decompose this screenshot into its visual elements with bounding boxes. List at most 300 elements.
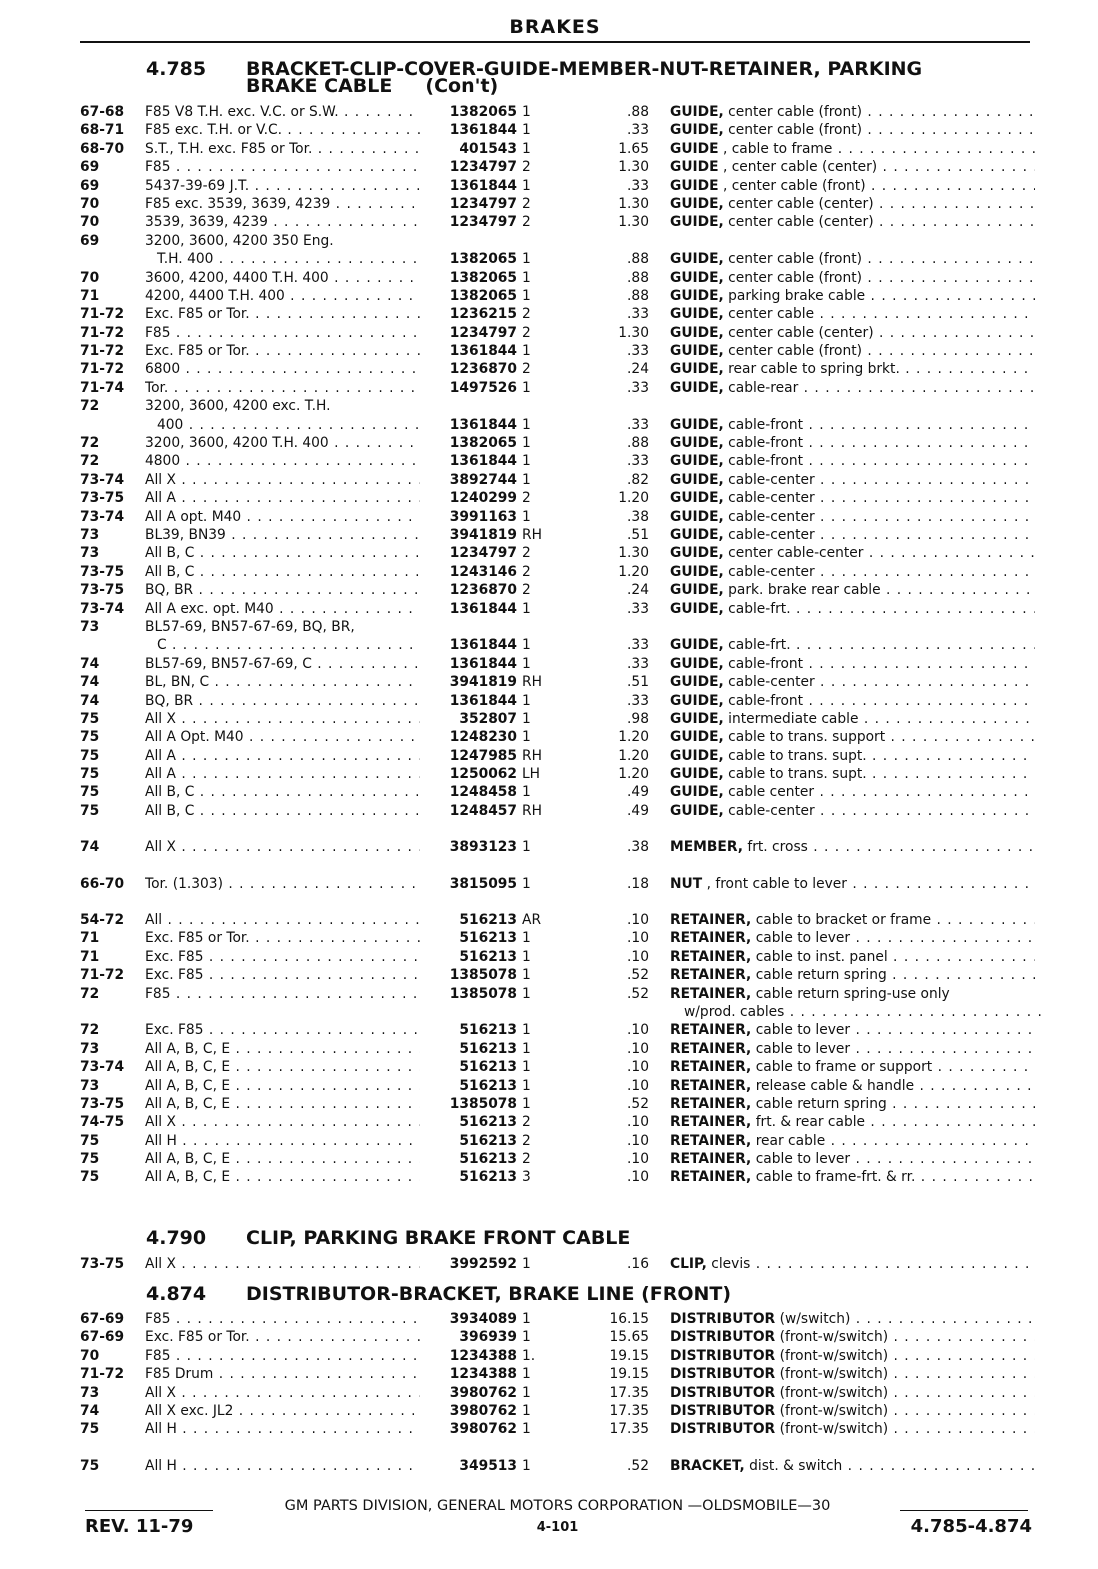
application: All B, C . . . (145, 563, 490, 581)
part-description (670, 728, 1035, 746)
part-number: 1234797 (420, 158, 517, 176)
part-description (670, 508, 1035, 526)
part-detail: intermediate cable (728, 710, 859, 727)
part-description (670, 452, 1035, 470)
model-years: 75 (80, 784, 100, 801)
part-detail: , front cable to lever (706, 875, 847, 892)
model-years: 73 (80, 1040, 100, 1057)
application: 3200, 3600, 4200 T.H. 400 . . . (145, 434, 490, 452)
part-number: 401543 (420, 140, 517, 158)
part-number: 1234797 (420, 213, 517, 231)
table-row (80, 213, 1035, 231)
quantity: 1 (522, 269, 531, 286)
price: 1.20 (618, 747, 649, 764)
application: All H . . . (145, 1420, 490, 1438)
part-number: 516213 (420, 1077, 517, 1095)
parts-table-4785 (80, 103, 1035, 1187)
model-years: 74 (80, 1402, 100, 1419)
quantity: 1 (522, 1095, 531, 1112)
table-row (80, 158, 1035, 176)
part-number: 1236870 (420, 581, 517, 599)
price: .88 (627, 269, 649, 286)
quantity: RH (522, 526, 542, 543)
table-row (80, 379, 1035, 397)
model-years: 75 (80, 1421, 100, 1438)
part-number: 3892744 (420, 471, 517, 489)
table-row (80, 692, 1035, 710)
part-detail: frt. & rear cable (755, 1114, 866, 1131)
table-row (80, 710, 1035, 728)
price: 1.65 (618, 140, 649, 157)
price: .10 (627, 1151, 649, 1168)
part-number: 1250062 (420, 765, 517, 783)
model-years: 73 (80, 526, 100, 543)
part-number: 352807 (420, 710, 517, 728)
part-detail: frt. cross (747, 839, 808, 856)
application: T.H. 400 . . . (145, 250, 490, 268)
price: 1.30 (618, 159, 649, 176)
part-number: 1361844 (420, 600, 517, 618)
part-number: 516213 (420, 1150, 517, 1168)
application: All X . . . (145, 838, 490, 856)
part-name: GUIDE, (670, 122, 724, 139)
quantity: 1 (522, 435, 531, 452)
part-detail: parking brake cable (728, 287, 866, 304)
table-row (80, 1365, 1035, 1383)
part-number: 3941819 (420, 526, 517, 544)
part-number: 1247985 (420, 747, 517, 765)
application: Exc. F85 or Tor. . . . (145, 929, 490, 947)
application: All A . . . (145, 765, 490, 783)
table-row (80, 1420, 1035, 1438)
part-name: RETAINER, (670, 1114, 752, 1131)
table-row (80, 397, 1035, 415)
part-name: GUIDE, (670, 251, 724, 268)
model-years: 75 (80, 1169, 100, 1186)
part-description (670, 471, 1035, 489)
part-description (670, 783, 1035, 801)
application: Tor. . . . (145, 379, 490, 397)
table-row (80, 195, 1035, 213)
part-number: 516213 (420, 1132, 517, 1150)
table-row (80, 1058, 1035, 1076)
part-detail: , center cable (front) (722, 177, 866, 194)
table-row (80, 765, 1035, 783)
application: BL, BN, C . . . (145, 673, 490, 691)
application: BL57-69, BN57-67-69, C . . . (145, 655, 490, 673)
part-description (670, 287, 1035, 305)
table-row (80, 1402, 1035, 1420)
part-name: GUIDE, (670, 526, 724, 543)
table-row (80, 342, 1035, 360)
part-detail: center cable (728, 306, 815, 323)
model-years: 73 (80, 618, 100, 635)
part-name: GUIDE, (670, 453, 724, 470)
table-row (80, 747, 1035, 765)
price: .10 (627, 1040, 649, 1057)
part-description (670, 250, 1035, 268)
price: 17.35 (609, 1402, 649, 1419)
table-row (80, 1457, 1035, 1475)
price: .33 (627, 655, 649, 672)
application: 6800 . . . (145, 360, 490, 378)
part-description (670, 526, 1035, 544)
quantity: 2 (522, 1114, 531, 1131)
part-number: 1385078 (420, 1095, 517, 1113)
part-description (670, 177, 1035, 195)
quantity: 1 (522, 1040, 531, 1057)
section-number: 4.785 (146, 58, 207, 80)
part-name: GUIDE, (670, 545, 724, 562)
part-number: 1234388 (420, 1365, 517, 1383)
part-name: GUIDE, (670, 802, 724, 819)
table-row (80, 802, 1035, 820)
part-description (670, 121, 1035, 139)
part-number: 516213 (420, 1021, 517, 1039)
price: .33 (627, 177, 649, 194)
application: All A . . . (145, 489, 490, 507)
price: .88 (627, 287, 649, 304)
part-name: RETAINER, (670, 1151, 752, 1168)
model-years: 75 (80, 802, 100, 819)
application: All A, B, C, E . . . (145, 1150, 490, 1168)
part-description (670, 1113, 1035, 1131)
model-years: 72 (80, 453, 100, 470)
model-years: 71-74 (80, 379, 125, 396)
model-years: 74 (80, 674, 100, 691)
price: 1.20 (618, 563, 649, 580)
part-detail: cable-center (728, 802, 815, 819)
part-number: 1234797 (420, 195, 517, 213)
quantity: 1 (522, 122, 531, 139)
table-row (80, 985, 1035, 1003)
price: 1.30 (618, 324, 649, 341)
application: 5437-39-69 J.T. . . . (145, 177, 490, 195)
part-description (670, 838, 1035, 856)
model-years: 73-75 (80, 1095, 125, 1112)
quantity: 1 (522, 1256, 531, 1272)
table-row (80, 360, 1035, 378)
model-years: 71-72 (80, 306, 125, 323)
parts-table-4790 (80, 1255, 1035, 1273)
part-name: RETAINER, (670, 967, 752, 984)
price: 15.65 (609, 1329, 649, 1346)
part-detail: , center cable (center) (722, 159, 878, 176)
quantity: 1 (522, 692, 531, 709)
table-row (80, 489, 1035, 507)
table-row (80, 508, 1035, 526)
part-number: 3941819 (420, 673, 517, 691)
quantity: 1 (522, 1022, 531, 1039)
part-detail: (w/switch) (779, 1311, 851, 1327)
part-description (670, 1328, 1035, 1346)
price: .33 (627, 637, 649, 654)
part-description (670, 1457, 1035, 1475)
model-years: 71-72 (80, 343, 125, 360)
model-years: 75 (80, 729, 100, 746)
part-detail: cable to trans. supt. (728, 766, 867, 783)
application: F85 . . . (145, 324, 490, 342)
part-description (670, 600, 1035, 618)
part-detail: release cable & handle (755, 1077, 915, 1094)
part-detail: cable-center (728, 526, 815, 543)
model-years: 74 (80, 655, 100, 672)
application: All H . . . (145, 1132, 490, 1150)
price: 1.30 (618, 195, 649, 212)
model-years: 73-74 (80, 471, 125, 488)
part-name: GUIDE, (670, 361, 724, 378)
model-years: 68-70 (80, 140, 125, 157)
part-detail: (front-w/switch) (779, 1384, 889, 1401)
price: .52 (627, 985, 649, 1002)
part-number: 1497526 (420, 379, 517, 397)
part-name: RETAINER, (670, 1040, 752, 1057)
part-detail: cable-front (728, 655, 804, 672)
application: F85 exc. T.H. or V.C. . . . (145, 121, 490, 139)
part-number: 3991163 (420, 508, 517, 526)
header-rule (80, 41, 1030, 43)
part-detail: cable to lever (755, 1022, 851, 1039)
table-row (80, 783, 1035, 801)
model-years: 71 (80, 287, 100, 304)
part-description (670, 269, 1035, 287)
table-row (80, 1040, 1035, 1058)
quantity: 1 (522, 343, 531, 360)
part-name: GUIDE, (670, 637, 724, 654)
application: F85 . . . (145, 158, 490, 176)
application: 400 . . . (145, 416, 490, 434)
part-number: 1382065 (420, 103, 517, 121)
part-description (670, 655, 1035, 673)
part-name: DISTRIBUTOR (670, 1402, 776, 1419)
part-detail: cable to frame or support (755, 1059, 933, 1076)
part-number: 1248230 (420, 728, 517, 746)
part-name: DISTRIBUTOR (670, 1366, 776, 1383)
model-years: 74 (80, 839, 100, 856)
part-name: RETAINER, (670, 1022, 752, 1039)
application: All . . . (145, 911, 490, 929)
price: .38 (627, 839, 649, 856)
part-number: 1234797 (420, 324, 517, 342)
application: All X . . . (145, 710, 490, 728)
quantity: 1 (522, 140, 531, 157)
part-description (670, 434, 1035, 452)
model-years: 71 (80, 948, 100, 965)
part-detail: cable return spring (755, 1095, 887, 1112)
table-row (80, 1328, 1035, 1346)
price: .33 (627, 416, 649, 433)
part-number: 1236215 (420, 305, 517, 323)
part-detail: cable-frt. (728, 637, 791, 654)
page-header: BRAKES (509, 16, 601, 38)
part-name: GUIDE, (670, 306, 724, 323)
part-description (670, 1310, 1035, 1328)
price: .33 (627, 122, 649, 139)
application: 3200, 3600, 4200 exc. T.H. (145, 398, 331, 415)
model-years: 73-74 (80, 1059, 125, 1076)
price: 1.20 (618, 490, 649, 507)
footer-publisher: GM PARTS DIVISION, GENERAL MOTORS CORPORATION —OLDSMOBILE—30 (284, 1498, 831, 1514)
part-name: RETAINER, (670, 1169, 752, 1186)
price: .33 (627, 306, 649, 323)
part-number: 1240299 (420, 489, 517, 507)
part-number: 349513 (420, 1457, 517, 1475)
model-years: 75 (80, 1457, 100, 1474)
model-years: 75 (80, 747, 100, 764)
table-row (80, 1347, 1035, 1365)
quantity: 1 (522, 729, 531, 746)
model-years: 69 (80, 232, 100, 249)
part-name: GUIDE, (670, 287, 724, 304)
part-description (670, 1095, 1035, 1113)
application: All B, C . . . (145, 783, 490, 801)
application: F85 exc. 3539, 3639, 4239 . . . (145, 195, 490, 213)
part-number: 1361844 (420, 342, 517, 360)
price: 1.20 (618, 766, 649, 783)
price: .51 (627, 526, 649, 543)
part-detail: cable to inst. panel (755, 948, 888, 965)
model-years: 74-75 (80, 1114, 125, 1131)
part-name: GUIDE, (670, 692, 724, 709)
part-description (670, 1384, 1035, 1402)
application: F85 . . . (145, 1347, 490, 1365)
application: Exc. F85 . . . (145, 948, 490, 966)
price: .10 (627, 948, 649, 965)
part-description (670, 948, 1035, 966)
quantity: LH (522, 766, 541, 783)
price: .38 (627, 508, 649, 525)
table-row (80, 452, 1035, 470)
table-row (80, 471, 1035, 489)
part-description (670, 1021, 1035, 1039)
price: 1.30 (618, 214, 649, 231)
part-number: 1385078 (420, 985, 517, 1003)
footer-rule-right (900, 1510, 1028, 1511)
model-years: 75 (80, 1132, 100, 1149)
model-years: 70 (80, 1347, 100, 1364)
part-number: 1361844 (420, 416, 517, 434)
price: .88 (627, 251, 649, 268)
part-number: 1243146 (420, 563, 517, 581)
part-detail: cable-front (728, 416, 804, 433)
part-detail: (front-w/switch) (779, 1421, 889, 1438)
part-number: 1236870 (420, 360, 517, 378)
model-years: 73-74 (80, 508, 125, 525)
part-name: GUIDE, (670, 269, 724, 286)
quantity: 1 (522, 1421, 531, 1438)
price: .52 (627, 967, 649, 984)
model-years: 74 (80, 692, 100, 709)
model-years: 67-69 (80, 1329, 125, 1346)
part-name: GUIDE, (670, 343, 724, 360)
application: Exc. F85 . . . (145, 1021, 490, 1039)
price: .10 (627, 912, 649, 929)
quantity: 1 (522, 453, 531, 470)
application: F85 . . . (145, 985, 490, 1003)
part-description (670, 1365, 1035, 1383)
price: .24 (627, 582, 649, 599)
model-years: 71-72 (80, 1366, 125, 1383)
part-number: 1361844 (420, 452, 517, 470)
quantity: RH (522, 747, 542, 764)
model-years: 71-72 (80, 967, 125, 984)
part-name: GUIDE, (670, 435, 724, 452)
application: All B, C . . . (145, 544, 490, 562)
part-detail: (front-w/switch) (779, 1347, 889, 1364)
part-description (670, 103, 1035, 121)
quantity: 1. (522, 1347, 536, 1364)
part-number: 516213 (420, 1040, 517, 1058)
model-years: 75 (80, 1151, 100, 1168)
application: All A . . . (145, 747, 490, 765)
part-description (670, 489, 1035, 507)
model-years: 73 (80, 545, 100, 562)
quantity: 1 (522, 1384, 531, 1401)
application: 4800 . . . (145, 452, 490, 470)
part-description (670, 1132, 1035, 1150)
part-name: GUIDE, (670, 582, 724, 599)
part-number: 1382065 (420, 250, 517, 268)
part-number: 516213 (420, 948, 517, 966)
part-name: GUIDE, (670, 490, 724, 507)
quantity: 2 (522, 582, 531, 599)
part-number: 516213 (420, 1113, 517, 1131)
section-title: BRACKET-CLIP-COVER-GUIDE-MEMBER-NUT-RETAINER, PARKING (246, 58, 923, 80)
part-name: GUIDE, (670, 508, 724, 525)
section-title: CLIP, PARKING BRAKE FRONT CABLE (246, 1227, 631, 1249)
table-row (80, 416, 1035, 434)
table-row (80, 103, 1035, 121)
price: 19.15 (609, 1366, 649, 1383)
part-detail: cable return spring-use only (755, 985, 950, 1002)
quantity: 1 (522, 600, 531, 617)
price: .88 (627, 104, 649, 120)
part-description (670, 765, 1035, 783)
application: All B, C . . . (145, 802, 490, 820)
application: Exc. F85 or Tor. . . . (145, 342, 490, 360)
part-name: GUIDE, (670, 195, 724, 212)
part-name: GUIDE, (670, 471, 724, 488)
part-description (670, 1255, 1035, 1273)
part-name: RETAINER, (670, 1077, 752, 1094)
part-number: 3980762 (420, 1402, 517, 1420)
model-years: 67-68 (80, 104, 125, 120)
table-row (80, 948, 1035, 966)
quantity: 2 (522, 214, 531, 231)
application: 4200, 4400 T.H. 400 . . . (145, 287, 490, 305)
table-row (80, 1095, 1035, 1113)
model-years: 70 (80, 214, 100, 231)
part-description (670, 581, 1035, 599)
model-years: 73-75 (80, 563, 125, 580)
part-name: DISTRIBUTOR (670, 1347, 776, 1364)
model-years: 72 (80, 1022, 100, 1039)
part-description (670, 379, 1035, 397)
part-description (670, 929, 1035, 947)
part-name: GUIDE, (670, 324, 724, 341)
price: .33 (627, 692, 649, 709)
application: All A, B, C, E . . . (145, 1040, 490, 1058)
table-row (80, 728, 1035, 746)
application: BQ, BR . . . (145, 692, 490, 710)
quantity: 1 (522, 784, 531, 801)
part-name: GUIDE, (670, 563, 724, 580)
quantity: 1 (522, 637, 531, 654)
part-name: RETAINER, (670, 1059, 752, 1076)
quantity: 1 (522, 839, 531, 856)
part-description (670, 140, 1035, 158)
quantity: 1 (522, 710, 531, 727)
